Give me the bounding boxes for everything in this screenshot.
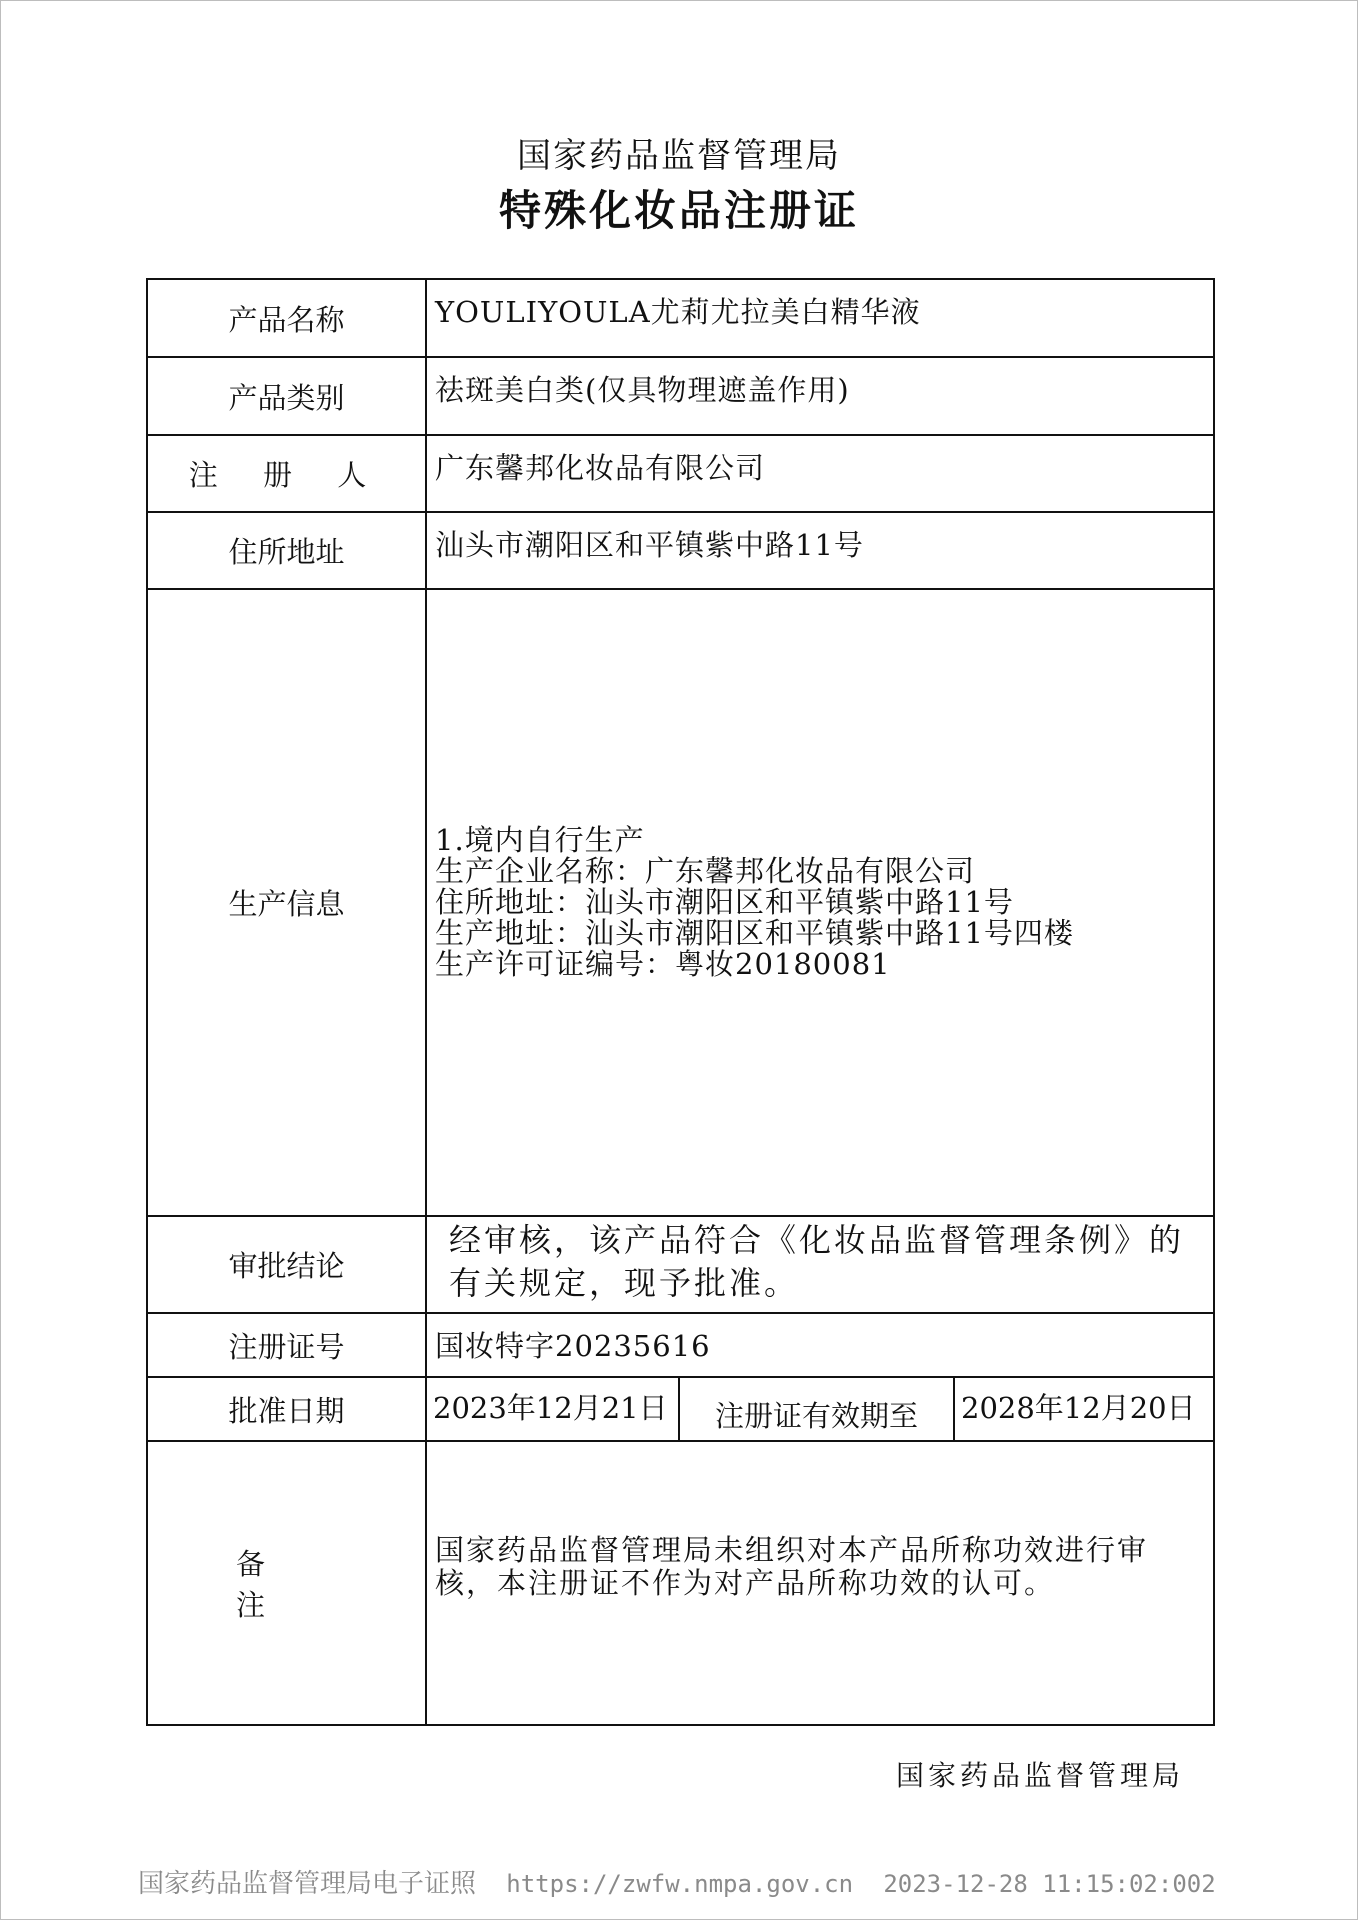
footer-label: 国家药品监督管理局电子证照	[138, 1869, 477, 1899]
remarks-value: 国家药品监督管理局未组织对本产品所称功效进行审核，本注册证不作为对产品所称功效的认可。	[426, 1441, 1214, 1725]
production-info	[426, 589, 1214, 1216]
remarks-label: 备 注	[147, 1441, 426, 1725]
cert-no-label: 注册证号	[147, 1313, 426, 1377]
production-label: 生产信息	[147, 589, 426, 1216]
footer-timestamp: 2023-12-28 11:15:02:002	[883, 1870, 1216, 1898]
address-label: 住所地址	[147, 512, 426, 589]
row-production	[147, 589, 1214, 1216]
document-title: 特殊化妆品注册证	[498, 186, 859, 235]
valid-until-label: 注册证有效期至	[679, 1377, 954, 1441]
production-line: 1.境内自行生产	[435, 823, 645, 857]
row-address	[147, 512, 1214, 589]
conclusion-value: 经审核，该产品符合《化妆品监督管理条例》的有关规定，现予批准。	[426, 1216, 1214, 1313]
product-name-label: 产品名称	[147, 279, 426, 357]
row-cert-no	[147, 1313, 1214, 1377]
row-dates	[147, 1377, 1214, 1441]
production-line: 生产地址：汕头市潮阳区和平镇紫中路11号四楼	[435, 916, 1074, 950]
row-remarks	[147, 1441, 1214, 1725]
row-registrant	[147, 435, 1214, 512]
valid-until-value: 2028年12月20日	[954, 1377, 1214, 1441]
approval-date-label: 批准日期	[147, 1377, 426, 1441]
certificate-table	[146, 278, 1215, 1726]
conclusion-label: 审批结论	[147, 1216, 426, 1313]
production-line: 生产企业名称：广东馨邦化妆品有限公司	[435, 854, 976, 888]
registrant-value: 广东馨邦化妆品有限公司	[426, 435, 1214, 512]
product-name-value: YOULIYOULA尤莉尤拉美白精华液	[426, 279, 1214, 357]
row-conclusion	[147, 1216, 1214, 1313]
agency-heading: 国家药品监督管理局	[517, 136, 841, 176]
approval-date-value: 2023年12月21日	[426, 1377, 679, 1441]
row-category	[147, 357, 1214, 435]
row-product-name	[147, 279, 1214, 357]
production-line: 住所地址：汕头市潮阳区和平镇紫中路11号	[435, 885, 1014, 919]
issuer-signature: 国家药品监督管理局	[895, 1759, 1184, 1792]
footer-url[interactable]: https://zwfw.nmpa.gov.cn	[506, 1870, 854, 1898]
e-license-footer	[138, 1863, 1238, 1900]
category-label: 产品类别	[147, 357, 426, 435]
address-value: 汕头市潮阳区和平镇紫中路11号	[426, 512, 1214, 589]
cert-no-value: 国妆特字20235616	[426, 1313, 1214, 1377]
registrant-label: 注 册 人	[147, 435, 426, 512]
category-value: 祛斑美白类(仅具物理遮盖作用)	[426, 357, 1214, 435]
production-line: 生产许可证编号：粤妆20180081	[435, 947, 891, 981]
